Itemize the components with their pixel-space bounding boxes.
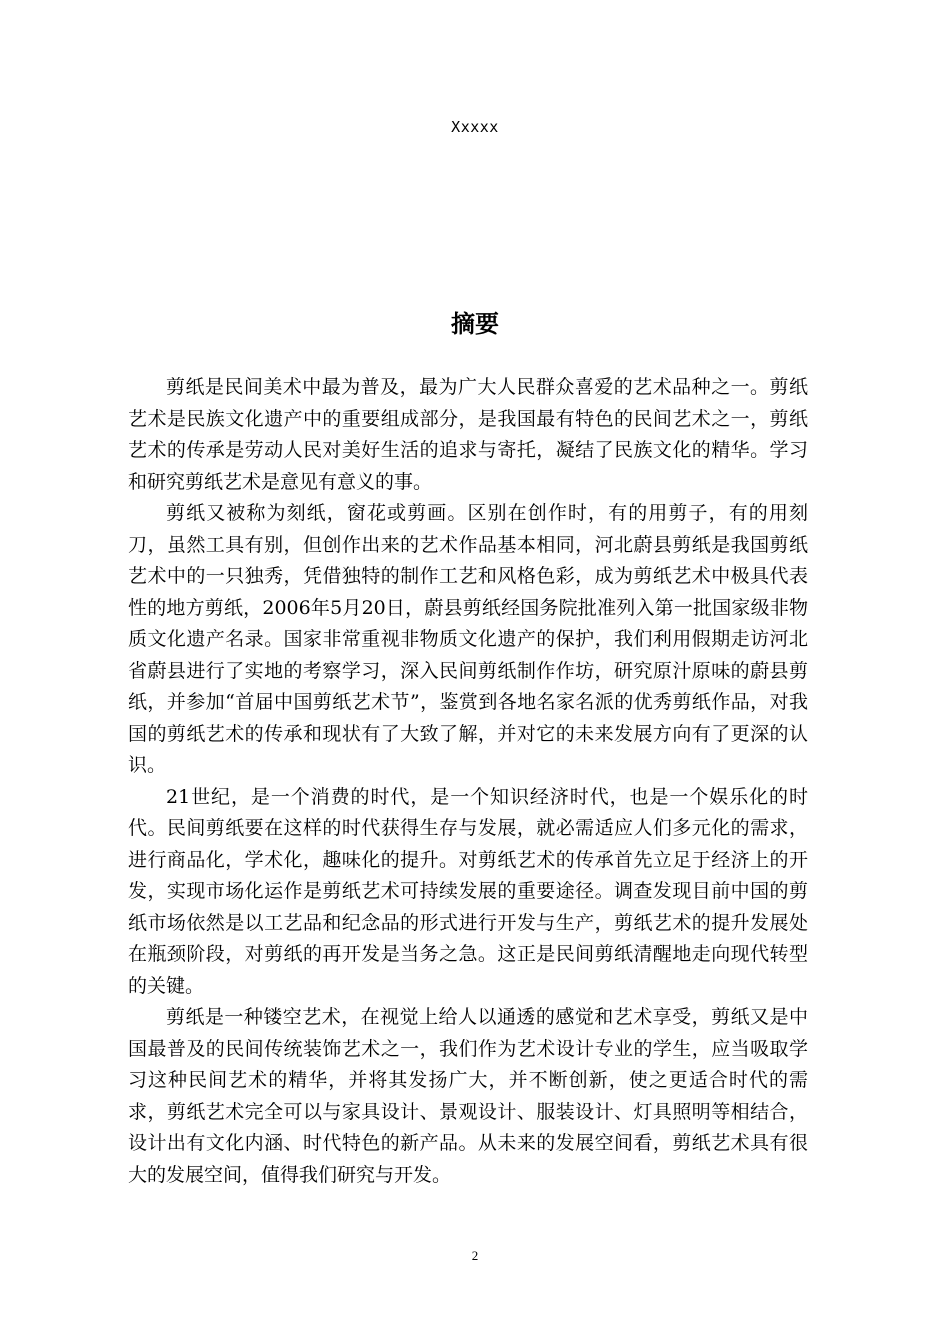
- page-number: 2: [471, 1248, 479, 1263]
- abstract-body: [128, 372, 808, 1191]
- page-header: Xxxxx: [451, 118, 499, 136]
- abstract-paragraph-1: 剪纸是民间美术中最为普及，最为广大人民群众喜爱的艺术品种之一。剪纸艺术是民族文化遗产中的重要组成部分，是我国最有特色的民间艺术之一，剪纸艺术的传承是劳动人民对美好生活的追求与寄托，凝结了民族文化的精华。学习和研究剪纸艺术是意见有意义的事。: [128, 376, 808, 493]
- abstract-paragraph-2: 剪纸又被称为刻纸，窗花或剪画。区别在创作时，有的用剪子，有的用刻刀，虽然工具有别，但创作出来的艺术作品基本相同，河北蔚县剪纸是我国剪纸艺术中的一只独秀，凭借独特的制作工艺和风格色彩，成为剪纸艺术中极具代表性的地方剪纸，2006年5月20日，蔚县剪纸经国务院批准列入第一批国家级非物质文化遗产名录。国家非常重视非物质文化遗产的保护，我们利用假期走访河北省蔚县进行了实地的考察学习，深入民间剪纸制作作坊，研究原汁原味的蔚县剪纸，并参加“首届中国剪纸艺术节”，鉴赏到各地名家名派的优秀剪纸作品，对我国的剪纸艺术的传承和现状有了大致了解，并对它的未来发展方向有了更深的认识。: [128, 502, 808, 776]
- abstract-title: 摘要: [451, 310, 499, 338]
- abstract-paragraph-4: 剪纸是一种镂空艺术，在视觉上给人以通透的感觉和艺术享受，剪纸又是中国最普及的民间传统装饰艺术之一，我们作为艺术设计专业的学生，应当吸取学习这种民间艺术的精华，并将其发扬广大，并不断创新，使之更适合时代的需求，剪纸艺术完全可以与家具设计、景观设计、服装设计、灯具照明等相结合，设计出有文化内涵、时代特色的新产品。从未来的发展空间看，剪纸艺术具有很大的发展空间，值得我们研究与开发。: [128, 1006, 808, 1186]
- abstract-paragraph-3: 21世纪，是一个消费的时代，是一个知识经济时代，也是一个娱乐化的时代。民间剪纸要在这样的时代获得生存与发展，就必需适应人们多元化的需求，进行商品化，学术化，趣味化的提升。对剪纸艺术的传承首先立足于经济上的开发，实现市场化运作是剪纸艺术可持续发展的重要途径。调查发现目前中国的剪纸市场依然是以工艺品和纪念品的形式进行开发与生产，剪纸艺术的提升发展处在瓶颈阶段，对剪纸的再开发是当务之急。这正是民间剪纸清醒地走向现代转型的关键。: [128, 785, 808, 997]
